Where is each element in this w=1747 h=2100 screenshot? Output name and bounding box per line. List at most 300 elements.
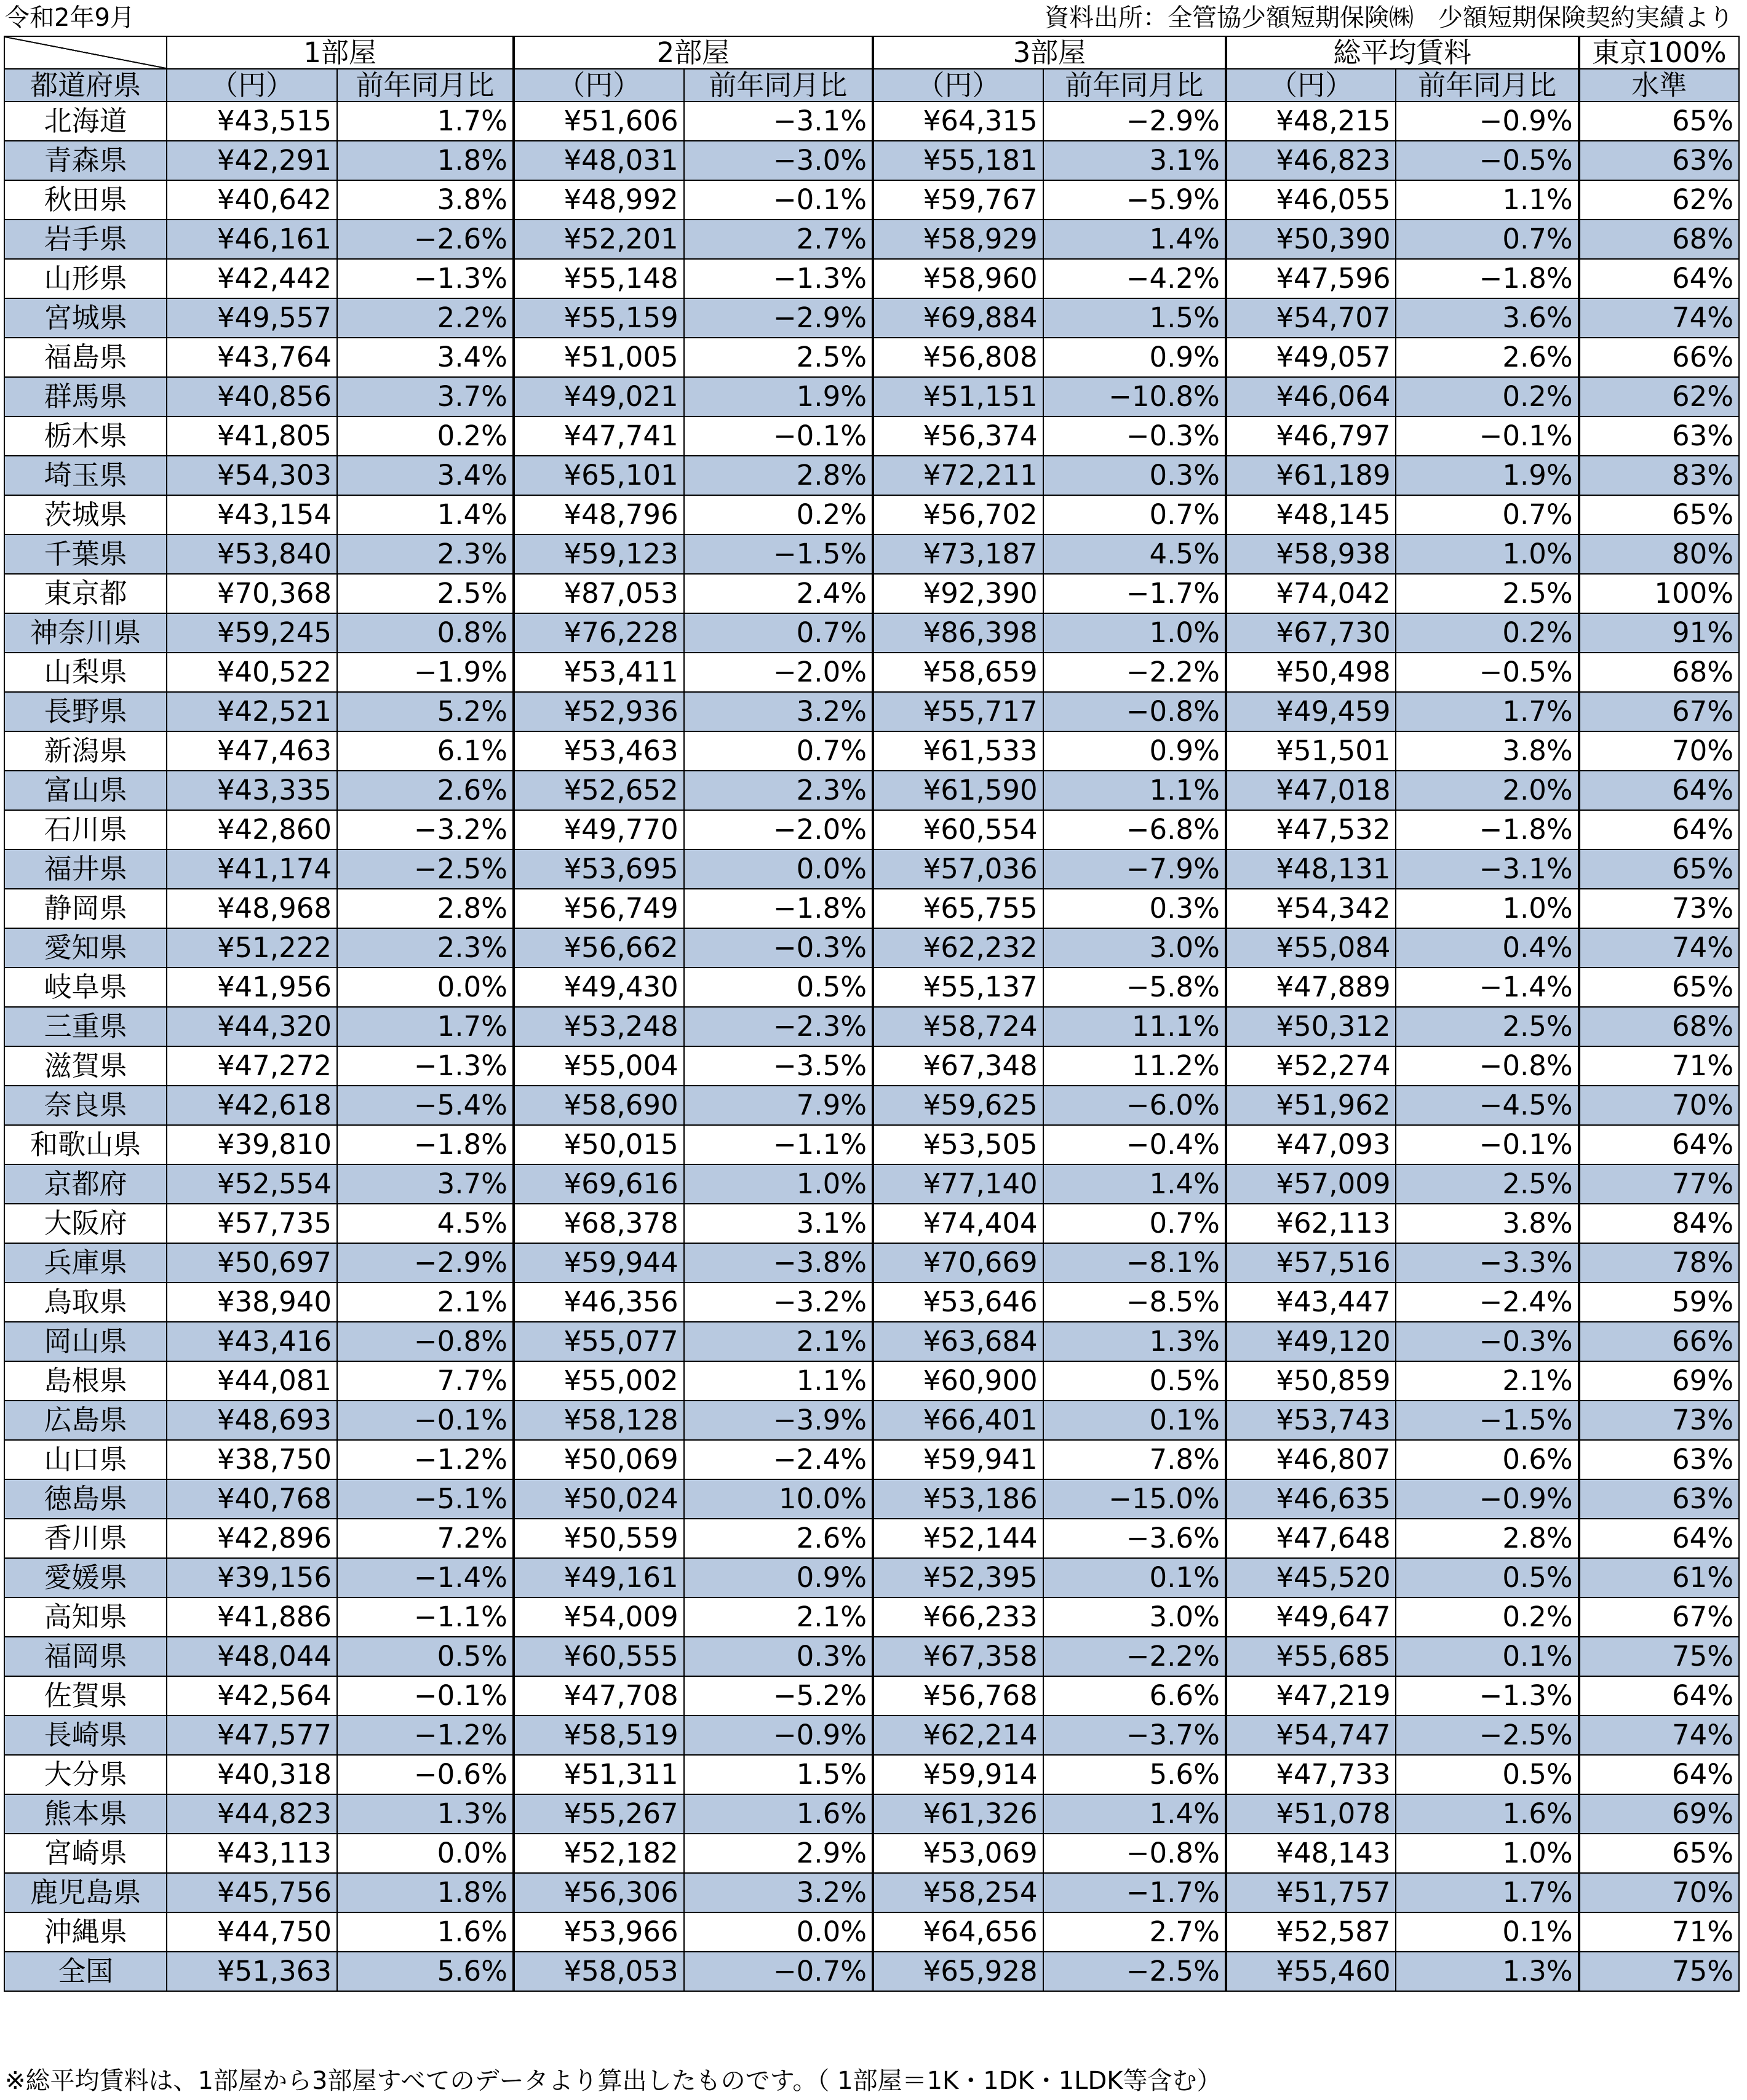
cell-rent-average: ¥46,635 bbox=[1226, 1479, 1396, 1519]
cell-prefecture: 香川県 bbox=[4, 1519, 167, 1558]
cell-rent-average: ¥49,120 bbox=[1226, 1322, 1396, 1361]
cell-rent-average: ¥43,447 bbox=[1226, 1283, 1396, 1322]
cell-yoy-3room: 0.3% bbox=[1043, 889, 1226, 928]
cell-rent-1room: ¥70,368 bbox=[167, 574, 337, 613]
cell-rent-1room: ¥40,318 bbox=[167, 1755, 337, 1794]
cell-rent-average: ¥47,093 bbox=[1226, 1125, 1396, 1164]
cell-yoy-1room: 3.7% bbox=[337, 377, 514, 416]
cell-rent-1room: ¥43,335 bbox=[167, 771, 337, 810]
cell-rent-1room: ¥57,735 bbox=[167, 1204, 337, 1243]
cell-prefecture: 長野県 bbox=[4, 692, 167, 731]
cell-yoy-3room: 1.0% bbox=[1043, 613, 1226, 653]
cell-yoy-1room: 1.6% bbox=[337, 1912, 514, 1952]
cell-yoy-2room: 3.2% bbox=[684, 692, 873, 731]
cell-rent-average: ¥61,189 bbox=[1226, 456, 1396, 495]
cell-yoy-3room: 1.1% bbox=[1043, 771, 1226, 810]
cell-prefecture: 奈良県 bbox=[4, 1086, 167, 1125]
cell-rent-2room: ¥54,009 bbox=[514, 1597, 684, 1637]
cell-prefecture: 大分県 bbox=[4, 1755, 167, 1794]
top-caption-bar bbox=[0, 0, 1747, 36]
cell-tokyo-level: 64% bbox=[1579, 1676, 1739, 1716]
table-row bbox=[4, 1558, 1739, 1597]
cell-yoy-3room: 0.9% bbox=[1043, 731, 1226, 771]
cell-yoy-3room: 6.6% bbox=[1043, 1676, 1226, 1716]
cell-yoy-average: −0.9% bbox=[1396, 101, 1578, 141]
table-row bbox=[4, 968, 1739, 1007]
cell-rent-2room: ¥55,267 bbox=[514, 1794, 684, 1834]
cell-tokyo-level: 64% bbox=[1579, 1519, 1739, 1558]
cell-rent-3room: ¥77,140 bbox=[873, 1164, 1043, 1204]
cell-rent-3room: ¥92,390 bbox=[873, 574, 1043, 613]
table-row bbox=[4, 1794, 1739, 1834]
cell-rent-2room: ¥50,559 bbox=[514, 1519, 684, 1558]
cell-prefecture: 鹿児島県 bbox=[4, 1873, 167, 1912]
table-row bbox=[4, 1676, 1739, 1716]
cell-yoy-average: −1.8% bbox=[1396, 810, 1578, 849]
cell-prefecture: 三重県 bbox=[4, 1007, 167, 1046]
cell-yoy-1room: −0.1% bbox=[337, 1676, 514, 1716]
cell-rent-3room: ¥56,374 bbox=[873, 416, 1043, 456]
cell-prefecture: 滋賀県 bbox=[4, 1046, 167, 1086]
cell-yoy-1room: 1.7% bbox=[337, 101, 514, 141]
cell-yoy-3room: 3.1% bbox=[1043, 141, 1226, 180]
table-row bbox=[4, 298, 1739, 338]
cell-prefecture: 徳島県 bbox=[4, 1479, 167, 1519]
cell-rent-3room: ¥59,941 bbox=[873, 1440, 1043, 1479]
cell-yoy-1room: −1.9% bbox=[337, 653, 514, 692]
cell-rent-3room: ¥55,717 bbox=[873, 692, 1043, 731]
cell-yoy-2room: 0.0% bbox=[684, 1912, 873, 1952]
cell-prefecture: 青森県 bbox=[4, 141, 167, 180]
table-row bbox=[4, 180, 1739, 220]
cell-yoy-1room: 7.2% bbox=[337, 1519, 514, 1558]
cell-yoy-average: −0.3% bbox=[1396, 1322, 1578, 1361]
cell-rent-2room: ¥56,662 bbox=[514, 928, 684, 968]
cell-rent-2room: ¥49,021 bbox=[514, 377, 684, 416]
col-header-prefecture: 都道府県 bbox=[4, 69, 167, 101]
cell-tokyo-level: 66% bbox=[1579, 1322, 1739, 1361]
cell-yoy-1room: −5.1% bbox=[337, 1479, 514, 1519]
cell-prefecture: 宮崎県 bbox=[4, 1834, 167, 1873]
cell-yoy-3room: 1.3% bbox=[1043, 1322, 1226, 1361]
cell-prefecture: 埼玉県 bbox=[4, 456, 167, 495]
cell-rent-average: ¥62,113 bbox=[1226, 1204, 1396, 1243]
cell-prefecture: 島根県 bbox=[4, 1361, 167, 1401]
cell-rent-2room: ¥52,936 bbox=[514, 692, 684, 731]
cell-yoy-1room: 6.1% bbox=[337, 731, 514, 771]
cell-prefecture: 岐阜県 bbox=[4, 968, 167, 1007]
cell-tokyo-level: 70% bbox=[1579, 1086, 1739, 1125]
cell-rent-2room: ¥60,555 bbox=[514, 1637, 684, 1676]
cell-rent-average: ¥55,084 bbox=[1226, 928, 1396, 968]
cell-yoy-average: −1.3% bbox=[1396, 1676, 1578, 1716]
cell-rent-2room: ¥49,770 bbox=[514, 810, 684, 849]
cell-tokyo-level: 67% bbox=[1579, 692, 1739, 731]
cell-yoy-3room: −8.1% bbox=[1043, 1243, 1226, 1283]
cell-rent-average: ¥47,219 bbox=[1226, 1676, 1396, 1716]
table-row bbox=[4, 653, 1739, 692]
cell-yoy-1room: 1.8% bbox=[337, 141, 514, 180]
cell-rent-1room: ¥40,522 bbox=[167, 653, 337, 692]
cell-yoy-2room: 2.7% bbox=[684, 220, 873, 259]
cell-yoy-3room: 0.1% bbox=[1043, 1401, 1226, 1440]
cell-rent-1room: ¥50,697 bbox=[167, 1243, 337, 1283]
cell-rent-1room: ¥41,174 bbox=[167, 849, 337, 889]
cell-rent-average: ¥49,647 bbox=[1226, 1597, 1396, 1637]
cell-prefecture: 宮城県 bbox=[4, 298, 167, 338]
cell-rent-1room: ¥39,810 bbox=[167, 1125, 337, 1164]
table-row bbox=[4, 259, 1739, 298]
cell-rent-2room: ¥51,606 bbox=[514, 101, 684, 141]
cell-rent-average: ¥55,460 bbox=[1226, 1952, 1396, 1991]
cell-yoy-3room: −4.2% bbox=[1043, 259, 1226, 298]
cell-tokyo-level: 69% bbox=[1579, 1794, 1739, 1834]
cell-tokyo-level: 64% bbox=[1579, 1125, 1739, 1164]
cell-prefecture: 長崎県 bbox=[4, 1716, 167, 1755]
table-row bbox=[4, 849, 1739, 889]
table-row bbox=[4, 1479, 1739, 1519]
cell-rent-average: ¥57,009 bbox=[1226, 1164, 1396, 1204]
cell-tokyo-level: 77% bbox=[1579, 1164, 1739, 1204]
cell-yoy-3room: 5.6% bbox=[1043, 1755, 1226, 1794]
cell-yoy-3room: 0.7% bbox=[1043, 1204, 1226, 1243]
cell-rent-2room: ¥53,695 bbox=[514, 849, 684, 889]
cell-rent-2room: ¥55,004 bbox=[514, 1046, 684, 1086]
cell-rent-2room: ¥52,652 bbox=[514, 771, 684, 810]
cell-prefecture: 静岡県 bbox=[4, 889, 167, 928]
cell-rent-3room: ¥52,144 bbox=[873, 1519, 1043, 1558]
cell-rent-average: ¥54,707 bbox=[1226, 298, 1396, 338]
cell-yoy-average: −0.1% bbox=[1396, 416, 1578, 456]
cell-tokyo-level: 71% bbox=[1579, 1046, 1739, 1086]
cell-yoy-1room: 3.4% bbox=[337, 338, 514, 377]
cell-yoy-average: 2.0% bbox=[1396, 771, 1578, 810]
cell-yoy-average: 2.5% bbox=[1396, 574, 1578, 613]
table-row bbox=[4, 1086, 1739, 1125]
cell-rent-2room: ¥48,031 bbox=[514, 141, 684, 180]
cell-rent-1room: ¥40,768 bbox=[167, 1479, 337, 1519]
cell-yoy-3room: −0.4% bbox=[1043, 1125, 1226, 1164]
total-row bbox=[4, 1952, 1739, 1991]
table-row bbox=[4, 692, 1739, 731]
cell-tokyo-level: 65% bbox=[1579, 1834, 1739, 1873]
cell-prefecture: 茨城県 bbox=[4, 495, 167, 535]
cell-rent-1room: ¥42,442 bbox=[167, 259, 337, 298]
cell-rent-3room: ¥58,659 bbox=[873, 653, 1043, 692]
cell-prefecture: 佐賀県 bbox=[4, 1676, 167, 1716]
cell-rent-average: ¥53,743 bbox=[1226, 1401, 1396, 1440]
cell-yoy-3room: −3.7% bbox=[1043, 1716, 1226, 1755]
cell-prefecture: 神奈川県 bbox=[4, 613, 167, 653]
cell-yoy-2room: −5.2% bbox=[684, 1676, 873, 1716]
cell-rent-1room: ¥42,618 bbox=[167, 1086, 337, 1125]
cell-rent-2room: ¥52,201 bbox=[514, 220, 684, 259]
cell-yoy-2room: −1.8% bbox=[684, 889, 873, 928]
table-body bbox=[4, 101, 1739, 1991]
cell-rent-3room: ¥61,326 bbox=[873, 1794, 1043, 1834]
cell-yoy-2room: −3.0% bbox=[684, 141, 873, 180]
cell-rent-2room: ¥49,161 bbox=[514, 1558, 684, 1597]
cell-rent-1room: ¥44,081 bbox=[167, 1361, 337, 1401]
cell-yoy-average: 0.4% bbox=[1396, 928, 1578, 968]
cell-rent-3room: ¥53,186 bbox=[873, 1479, 1043, 1519]
cell-yoy-2room: −3.1% bbox=[684, 101, 873, 141]
cell-yoy-1room: −1.3% bbox=[337, 259, 514, 298]
cell-yoy-average: 0.2% bbox=[1396, 1597, 1578, 1637]
cell-yoy-1room: 3.4% bbox=[337, 456, 514, 495]
cell-yoy-2room: 0.5% bbox=[684, 968, 873, 1007]
cell-yoy-3room: 11.1% bbox=[1043, 1007, 1226, 1046]
cell-rent-1room: ¥45,756 bbox=[167, 1873, 337, 1912]
col-header-yoy: 前年同月比 bbox=[1396, 69, 1578, 101]
cell-rent-2room: ¥51,311 bbox=[514, 1755, 684, 1794]
cell-tokyo-level: 63% bbox=[1579, 1479, 1739, 1519]
cell-yoy-average: 0.5% bbox=[1396, 1755, 1578, 1794]
cell-yoy-1room: −1.8% bbox=[337, 1125, 514, 1164]
table-row bbox=[4, 1046, 1739, 1086]
col-header-yen: （円） bbox=[514, 69, 684, 101]
cell-tokyo-level: 62% bbox=[1579, 180, 1739, 220]
table-row bbox=[4, 810, 1739, 849]
cell-rent-3room: ¥53,069 bbox=[873, 1834, 1043, 1873]
cell-rent-average: ¥47,532 bbox=[1226, 810, 1396, 849]
cell-rent-average: ¥46,055 bbox=[1226, 180, 1396, 220]
cell-rent-average: ¥54,342 bbox=[1226, 889, 1396, 928]
cell-rent-3room: ¥51,151 bbox=[873, 377, 1043, 416]
cell-prefecture: 福島県 bbox=[4, 338, 167, 377]
cell-tokyo-level: 63% bbox=[1579, 1440, 1739, 1479]
cell-rent-2room: ¥53,248 bbox=[514, 1007, 684, 1046]
cell-yoy-average: 1.0% bbox=[1396, 535, 1578, 574]
cell-rent-1room: ¥38,940 bbox=[167, 1283, 337, 1322]
cell-yoy-2room: −1.5% bbox=[684, 535, 873, 574]
cell-rent-3room: ¥64,315 bbox=[873, 101, 1043, 141]
cell-yoy-3room: −5.8% bbox=[1043, 968, 1226, 1007]
cell-rent-1room: ¥48,968 bbox=[167, 889, 337, 928]
cell-yoy-1room: 7.7% bbox=[337, 1361, 514, 1401]
cell-yoy-average: 0.1% bbox=[1396, 1637, 1578, 1676]
cell-rent-3room: ¥60,900 bbox=[873, 1361, 1043, 1401]
cell-yoy-1room: 2.6% bbox=[337, 771, 514, 810]
cell-yoy-average: −0.5% bbox=[1396, 141, 1578, 180]
cell-yoy-2room: 1.5% bbox=[684, 1755, 873, 1794]
cell-yoy-3room: −2.5% bbox=[1043, 1952, 1226, 1991]
cell-rent-2room: ¥53,463 bbox=[514, 731, 684, 771]
cell-rent-2room: ¥49,430 bbox=[514, 968, 684, 1007]
cell-rent-3room: ¥74,404 bbox=[873, 1204, 1043, 1243]
cell-yoy-average: 0.7% bbox=[1396, 495, 1578, 535]
cell-rent-3room: ¥65,755 bbox=[873, 889, 1043, 928]
cell-rent-1room: ¥42,860 bbox=[167, 810, 337, 849]
col-header-yoy: 前年同月比 bbox=[1043, 69, 1226, 101]
cell-yoy-1room: 0.0% bbox=[337, 1834, 514, 1873]
cell-tokyo-level: 91% bbox=[1579, 613, 1739, 653]
table-row bbox=[4, 771, 1739, 810]
cell-yoy-2room: 2.8% bbox=[684, 456, 873, 495]
cell-yoy-3room: 0.1% bbox=[1043, 1558, 1226, 1597]
table-row bbox=[4, 1834, 1739, 1873]
table-row bbox=[4, 1716, 1739, 1755]
cell-rent-1room: ¥44,320 bbox=[167, 1007, 337, 1046]
cell-yoy-2room: −1.1% bbox=[684, 1125, 873, 1164]
cell-rent-average: ¥51,962 bbox=[1226, 1086, 1396, 1125]
cell-rent-3room: ¥66,401 bbox=[873, 1401, 1043, 1440]
cell-yoy-3room: −6.8% bbox=[1043, 810, 1226, 849]
cell-yoy-average: 1.9% bbox=[1396, 456, 1578, 495]
cell-rent-3room: ¥55,181 bbox=[873, 141, 1043, 180]
cell-rent-3room: ¥60,554 bbox=[873, 810, 1043, 849]
col-header-level: 水準 bbox=[1579, 69, 1739, 101]
cell-yoy-3room: −1.7% bbox=[1043, 1873, 1226, 1912]
table-row bbox=[4, 1873, 1739, 1912]
table-row bbox=[4, 1401, 1739, 1440]
cell-yoy-1room: −2.6% bbox=[337, 220, 514, 259]
cell-tokyo-level: 61% bbox=[1579, 1558, 1739, 1597]
cell-yoy-average: 1.0% bbox=[1396, 1834, 1578, 1873]
cell-yoy-average: 1.6% bbox=[1396, 1794, 1578, 1834]
cell-rent-1room: ¥46,161 bbox=[167, 220, 337, 259]
cell-yoy-average: 1.3% bbox=[1396, 1952, 1578, 1991]
cell-yoy-3room: −0.8% bbox=[1043, 1834, 1226, 1873]
cell-yoy-2room: −0.9% bbox=[684, 1716, 873, 1755]
cell-rent-2room: ¥68,378 bbox=[514, 1204, 684, 1243]
cell-yoy-3room: 3.0% bbox=[1043, 928, 1226, 968]
cell-yoy-1room: 2.2% bbox=[337, 298, 514, 338]
cell-rent-1room: ¥42,896 bbox=[167, 1519, 337, 1558]
cell-yoy-average: −2.4% bbox=[1396, 1283, 1578, 1322]
cell-yoy-3room: 11.2% bbox=[1043, 1046, 1226, 1086]
cell-rent-average: ¥46,797 bbox=[1226, 416, 1396, 456]
cell-rent-average: ¥47,596 bbox=[1226, 259, 1396, 298]
cell-rent-2room: ¥76,228 bbox=[514, 613, 684, 653]
cell-yoy-average: 2.6% bbox=[1396, 338, 1578, 377]
cell-yoy-average: −3.3% bbox=[1396, 1243, 1578, 1283]
cell-yoy-1room: 2.5% bbox=[337, 574, 514, 613]
table-row bbox=[4, 1007, 1739, 1046]
cell-rent-1room: ¥48,044 bbox=[167, 1637, 337, 1676]
cell-tokyo-level: 100% bbox=[1579, 574, 1739, 613]
cell-yoy-3room: 0.3% bbox=[1043, 456, 1226, 495]
cell-rent-3room: ¥55,137 bbox=[873, 968, 1043, 1007]
cell-yoy-2room: 3.1% bbox=[684, 1204, 873, 1243]
cell-yoy-average: 2.1% bbox=[1396, 1361, 1578, 1401]
cell-yoy-2room: 0.9% bbox=[684, 1558, 873, 1597]
cell-rent-1room: ¥52,554 bbox=[167, 1164, 337, 1204]
cell-prefecture: 石川県 bbox=[4, 810, 167, 849]
cell-prefecture: 鳥取県 bbox=[4, 1283, 167, 1322]
cell-yoy-average: 0.2% bbox=[1396, 613, 1578, 653]
table-row bbox=[4, 1519, 1739, 1558]
cell-rent-1room: ¥48,693 bbox=[167, 1401, 337, 1440]
cell-yoy-2room: 1.6% bbox=[684, 1794, 873, 1834]
cell-yoy-3room: 7.8% bbox=[1043, 1440, 1226, 1479]
cell-tokyo-level: 64% bbox=[1579, 1755, 1739, 1794]
cell-tokyo-level: 64% bbox=[1579, 259, 1739, 298]
cell-rent-average: ¥48,145 bbox=[1226, 495, 1396, 535]
cell-rent-1room: ¥43,416 bbox=[167, 1322, 337, 1361]
cell-rent-3room: ¥61,533 bbox=[873, 731, 1043, 771]
table-row bbox=[4, 338, 1739, 377]
cell-rent-average: ¥57,516 bbox=[1226, 1243, 1396, 1283]
cell-yoy-2room: −2.0% bbox=[684, 653, 873, 692]
cell-yoy-average: −0.9% bbox=[1396, 1479, 1578, 1519]
cell-yoy-1room: −3.2% bbox=[337, 810, 514, 849]
cell-yoy-1room: 1.8% bbox=[337, 1873, 514, 1912]
cell-yoy-average: −2.5% bbox=[1396, 1716, 1578, 1755]
col-header-yen: （円） bbox=[873, 69, 1043, 101]
cell-rent-1room: ¥38,750 bbox=[167, 1440, 337, 1479]
cell-yoy-3room: 1.5% bbox=[1043, 298, 1226, 338]
cell-yoy-2room: −2.0% bbox=[684, 810, 873, 849]
cell-yoy-1room: 2.8% bbox=[337, 889, 514, 928]
cell-rent-3room: ¥58,254 bbox=[873, 1873, 1043, 1912]
cell-rent-1room: ¥54,303 bbox=[167, 456, 337, 495]
cell-rent-average: ¥46,807 bbox=[1226, 1440, 1396, 1479]
cell-yoy-2room: 0.3% bbox=[684, 1637, 873, 1676]
cell-yoy-3room: 0.9% bbox=[1043, 338, 1226, 377]
cell-yoy-average: 3.8% bbox=[1396, 1204, 1578, 1243]
cell-yoy-1room: −2.9% bbox=[337, 1243, 514, 1283]
cell-yoy-average: −0.5% bbox=[1396, 653, 1578, 692]
cell-rent-3room: ¥56,768 bbox=[873, 1676, 1043, 1716]
cell-prefecture: 福井県 bbox=[4, 849, 167, 889]
cell-prefecture: 東京都 bbox=[4, 574, 167, 613]
cell-yoy-2room: 2.4% bbox=[684, 574, 873, 613]
cell-rent-3room: ¥69,884 bbox=[873, 298, 1043, 338]
cell-yoy-average: 3.8% bbox=[1396, 731, 1578, 771]
cell-rent-3room: ¥62,214 bbox=[873, 1716, 1043, 1755]
cell-yoy-1room: 0.0% bbox=[337, 968, 514, 1007]
cell-yoy-1room: −1.4% bbox=[337, 1558, 514, 1597]
cell-rent-average: ¥48,215 bbox=[1226, 101, 1396, 141]
cell-rent-average: ¥51,078 bbox=[1226, 1794, 1396, 1834]
cell-rent-average: ¥58,938 bbox=[1226, 535, 1396, 574]
cell-rent-2room: ¥47,741 bbox=[514, 416, 684, 456]
cell-yoy-2room: −0.1% bbox=[684, 416, 873, 456]
cell-rent-2room: ¥48,796 bbox=[514, 495, 684, 535]
table-row bbox=[4, 220, 1739, 259]
cell-prefecture: 福岡県 bbox=[4, 1637, 167, 1676]
cell-tokyo-level: 65% bbox=[1579, 968, 1739, 1007]
cell-yoy-1room: −1.3% bbox=[337, 1046, 514, 1086]
cell-yoy-average: 3.6% bbox=[1396, 298, 1578, 338]
cell-rent-average: ¥74,042 bbox=[1226, 574, 1396, 613]
corner-diagonal-cell bbox=[4, 36, 167, 69]
rent-table bbox=[4, 36, 1740, 1992]
cell-rent-3room: ¥56,808 bbox=[873, 338, 1043, 377]
table-row bbox=[4, 1243, 1739, 1283]
cell-rent-2room: ¥69,616 bbox=[514, 1164, 684, 1204]
cell-rent-average: ¥55,685 bbox=[1226, 1637, 1396, 1676]
cell-yoy-2room: 0.7% bbox=[684, 731, 873, 771]
cell-rent-3room: ¥56,702 bbox=[873, 495, 1043, 535]
cell-rent-3room: ¥72,211 bbox=[873, 456, 1043, 495]
cell-rent-average: ¥50,312 bbox=[1226, 1007, 1396, 1046]
cell-yoy-average: −1.4% bbox=[1396, 968, 1578, 1007]
cell-yoy-1room: −1.1% bbox=[337, 1597, 514, 1637]
cell-yoy-2room: −0.1% bbox=[684, 180, 873, 220]
table-row bbox=[4, 495, 1739, 535]
cell-yoy-2room: −2.9% bbox=[684, 298, 873, 338]
cell-rent-average: ¥47,648 bbox=[1226, 1519, 1396, 1558]
cell-yoy-3room: 0.7% bbox=[1043, 495, 1226, 535]
cell-yoy-1room: −1.2% bbox=[337, 1716, 514, 1755]
cell-yoy-average: −0.8% bbox=[1396, 1046, 1578, 1086]
col-header-yoy: 前年同月比 bbox=[684, 69, 873, 101]
cell-yoy-average: −1.8% bbox=[1396, 259, 1578, 298]
cell-rent-2room: ¥58,053 bbox=[514, 1952, 684, 1991]
table-row bbox=[4, 1322, 1739, 1361]
